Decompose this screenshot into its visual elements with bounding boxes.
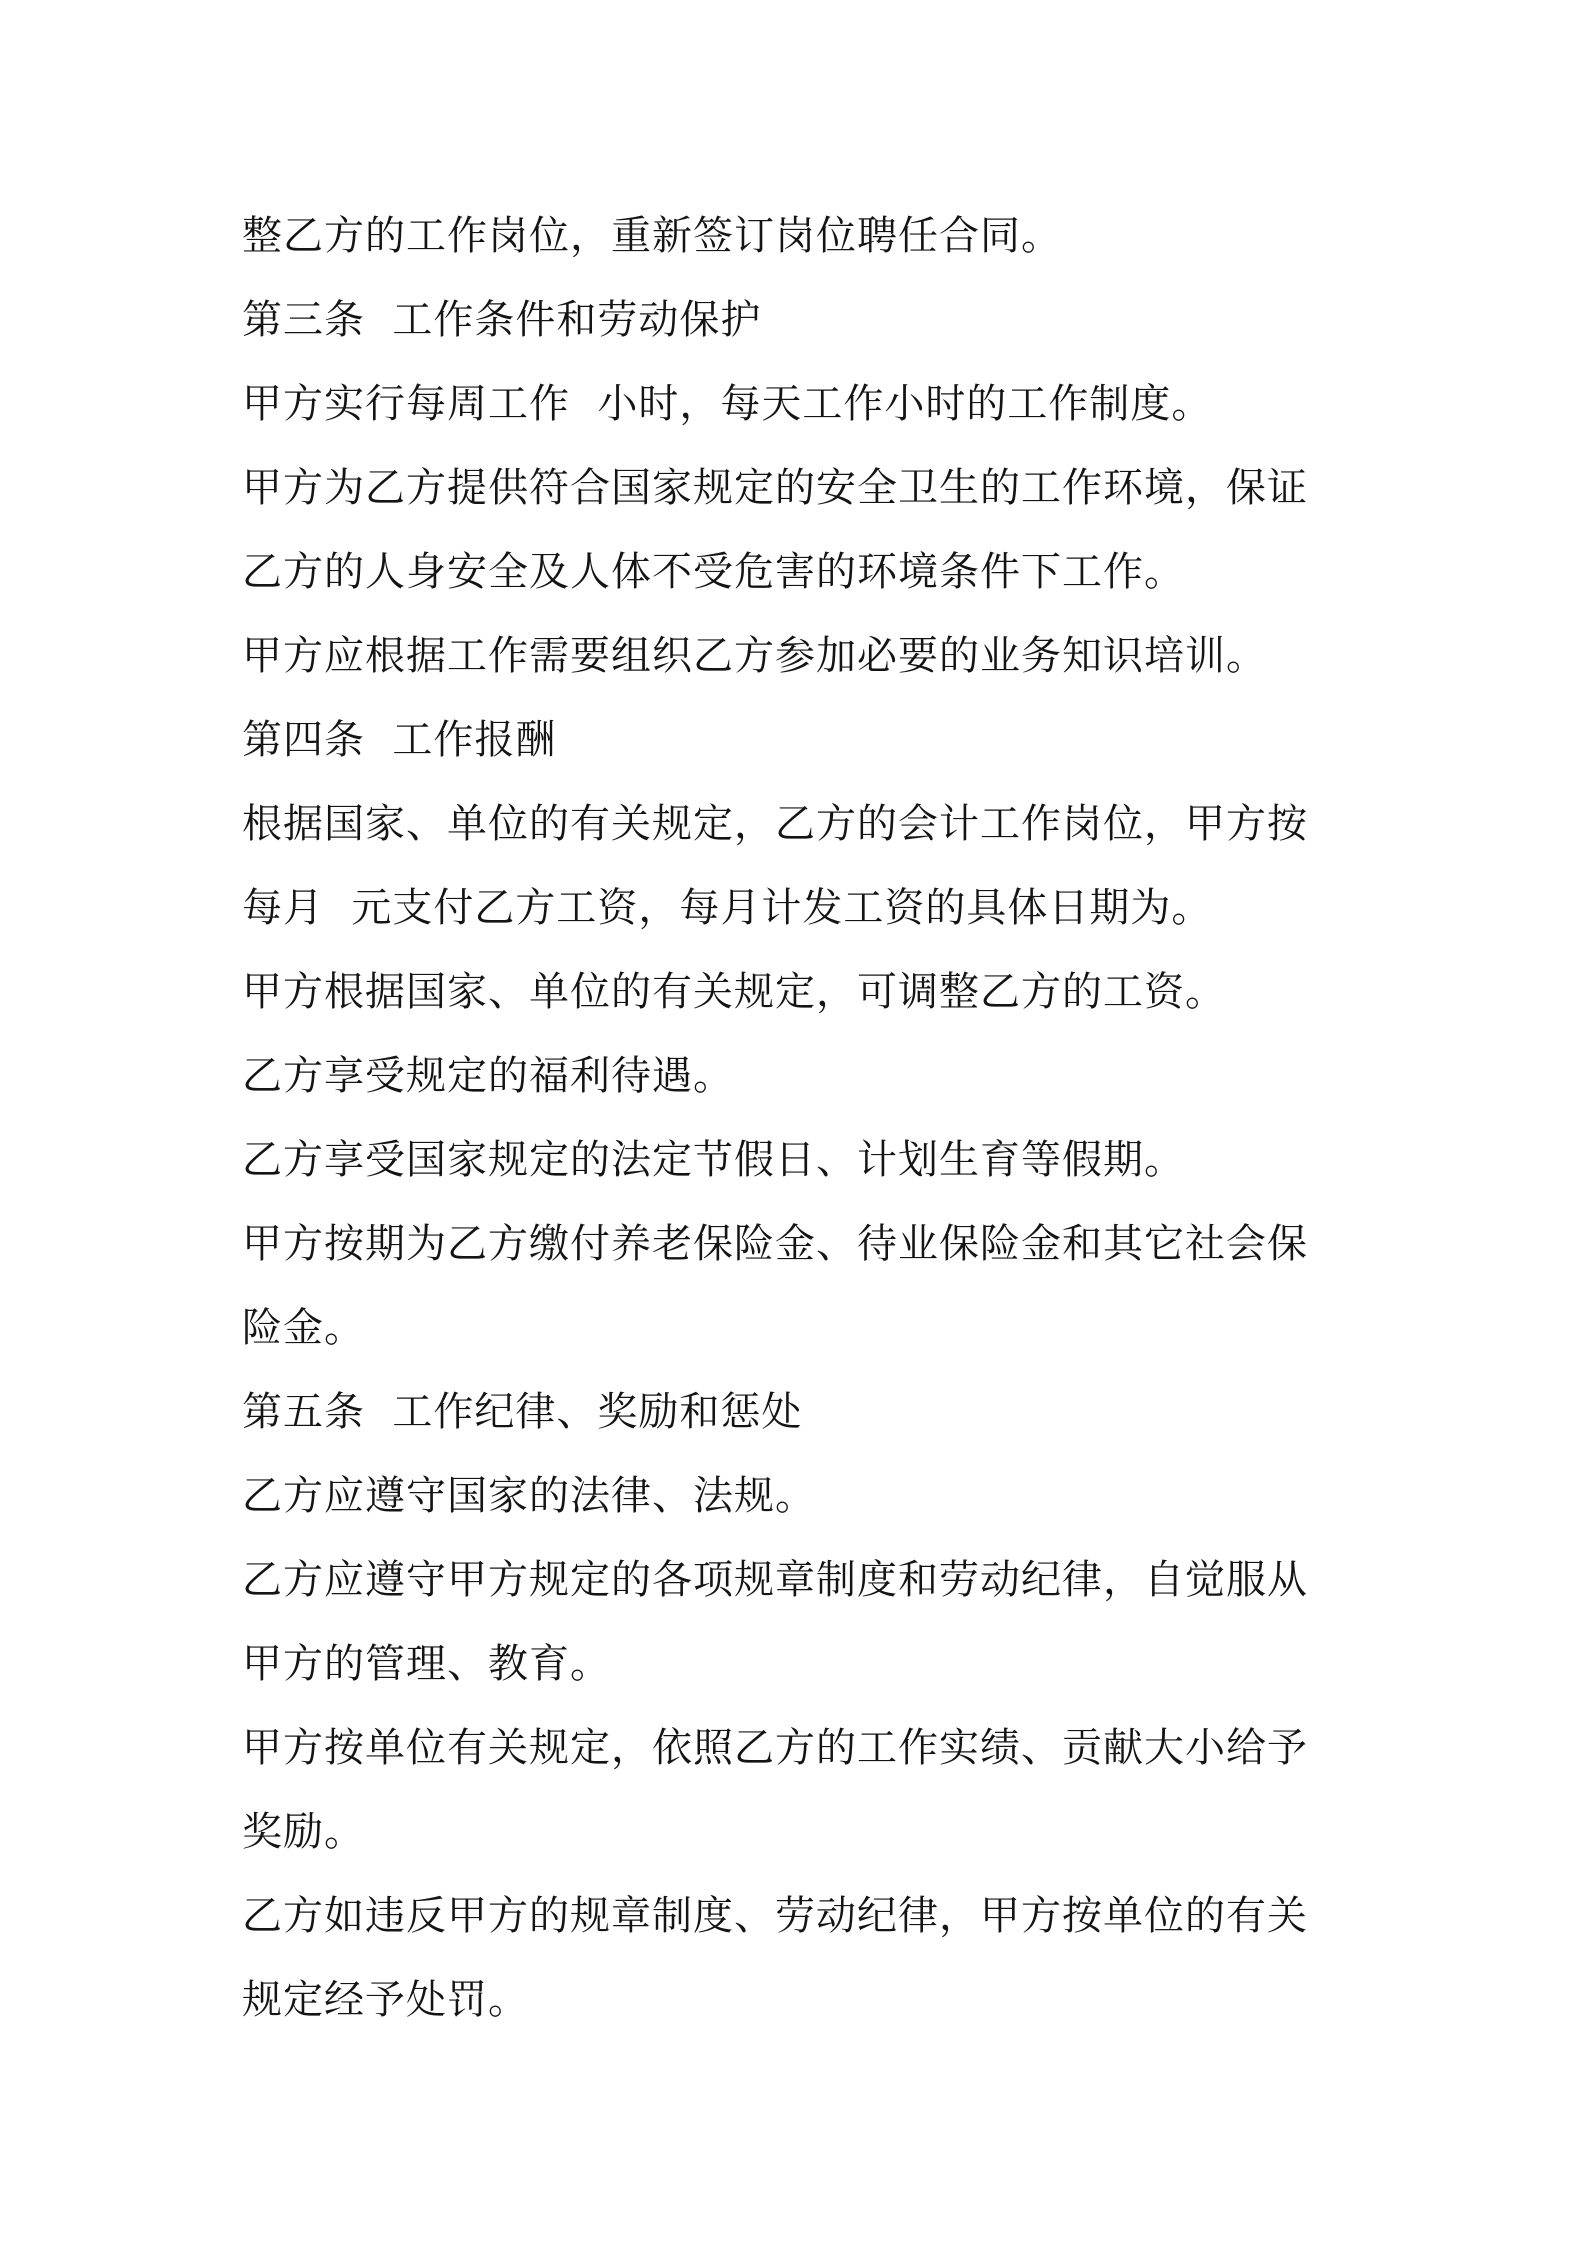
text-line: 险金。 — [242, 1305, 365, 1351]
article-heading: 第三条 工作条件和劳动保护 — [242, 297, 762, 343]
text-line: 乙方的人身安全及人体不受危害的环境条件下工作。 — [242, 549, 1185, 595]
text-line: 乙方享受国家规定的法定节假日、计划生育等假期。 — [242, 1137, 1185, 1183]
text-line: 乙方应遵守国家的法律、法规。 — [242, 1473, 816, 1519]
text-line: 甲方按期为乙方缴付养老保险金、待业保险金和其它社会保 — [242, 1221, 1308, 1267]
text-line: 乙方应遵守甲方规定的各项规章制度和劳动纪律，自觉服从 — [242, 1557, 1308, 1603]
text-line: 乙方享受规定的福利待遇。 — [242, 1053, 734, 1099]
text-line: 甲方根据国家、单位的有关规定，可调整乙方的工资。 — [242, 969, 1226, 1015]
text-line: 甲方为乙方提供符合国家规定的安全卫生的工作环境，保证 — [242, 465, 1308, 511]
text-line: 整乙方的工作岗位，重新签订岗位聘任合同。 — [242, 213, 1062, 259]
article-heading: 第四条 工作报酬 — [242, 717, 557, 763]
article-heading: 第五条 工作纪律、奖励和惩处 — [242, 1389, 803, 1435]
contract-text-body — [242, 194, 1362, 2042]
text-line: 根据国家、单位的有关规定，乙方的会计工作岗位，甲方按 — [242, 801, 1308, 847]
text-line: 甲方按单位有关规定，依照乙方的工作实绩、贡献大小给予 — [242, 1725, 1308, 1771]
text-line: 规定经予处罚。 — [242, 1977, 529, 2023]
text-line: 甲方的管理、教育。 — [242, 1641, 611, 1687]
text-line: 甲方实行每周工作 小时，每天工作小时的工作制度。 — [242, 381, 1213, 427]
text-line: 奖励。 — [242, 1809, 365, 1855]
text-line: 乙方如违反甲方的规章制度、劳动纪律，甲方按单位的有关 — [242, 1893, 1308, 1939]
text-line: 甲方应根据工作需要组织乙方参加必要的业务知识培训。 — [242, 633, 1267, 679]
text-line: 每月 元支付乙方工资，每月计发工资的具体日期为。 — [242, 885, 1213, 931]
